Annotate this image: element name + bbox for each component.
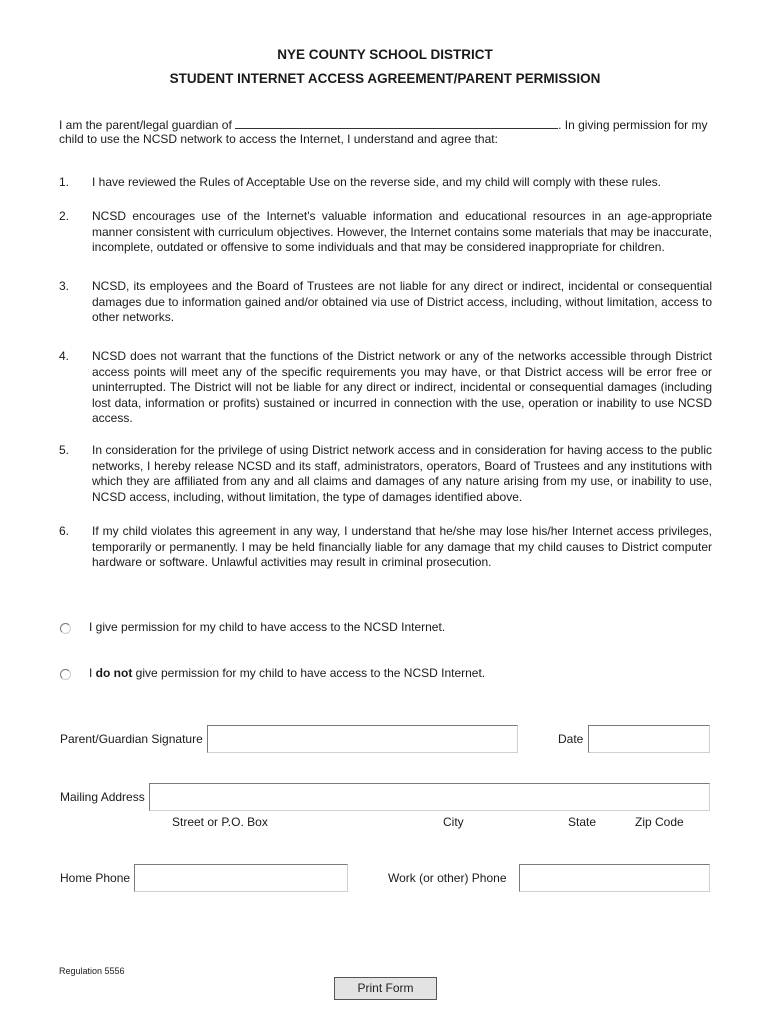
street-sublabel: Street or P.O. Box	[172, 815, 268, 829]
item-5-number: 5.	[59, 443, 70, 457]
item-4-number: 4.	[59, 349, 70, 363]
deny-permission-label	[89, 666, 485, 680]
intro-line-2: child to use the NCSD network to access the Internet, I understand and agree that:	[59, 132, 498, 146]
signature-field[interactable]	[207, 725, 518, 753]
city-sublabel: City	[443, 815, 464, 829]
guardian-blank-line	[235, 117, 558, 129]
item-1-number: 1.	[59, 175, 70, 189]
intro-start: I am the parent/legal guardian of	[59, 118, 236, 132]
zip-code-sublabel: Zip Code	[635, 815, 684, 829]
item-2-text: NCSD encourages use of the Internet's valuable information and educational resources in an age-appropriate manner consistent with curriculum objectives. However, the Internet contains some materials that may be inaccurate, incomplete, outdated or offensive to some individuals and that may be considered inappropriate for children.	[92, 209, 712, 254]
item-2-number: 2.	[59, 209, 70, 223]
form-title-district: NYE COUNTY SCHOOL DISTRICT	[277, 47, 493, 62]
work-phone-label: Work (or other) Phone	[388, 871, 507, 885]
deny-permission-radio[interactable]	[60, 669, 71, 680]
mailing-address-label: Mailing Address	[60, 790, 145, 804]
signature-label: Parent/Guardian Signature	[60, 732, 203, 746]
item-5-text: In consideration for the privilege of using District network access and in consideration for having access to the public networks, I hereby release NCSD and its staff, administrators, operators, Board of Trustees and any institutions with which they are affiliated from any and all claims and damages of any nature arising from my use, or inability to use, NCSD access, including, without limitation, the type of damages identified above.	[92, 443, 712, 504]
date-field[interactable]	[588, 725, 710, 753]
print-form-button[interactable]: Print Form	[334, 977, 437, 1000]
mailing-address-field[interactable]	[149, 783, 710, 811]
work-phone-field[interactable]	[519, 864, 710, 892]
home-phone-label: Home Phone	[60, 871, 131, 885]
item-4-text: NCSD does not warrant that the functions of the District network or any of the networks accessible through District access points will meet any of the specific requirements you may have, or that District access will be error free or uninterrupted. The District will not be liable for any direct or indirect, incidental or consequential damages (including lost data, information or profits) sustained or incurred in connection with the use, operation or inability to use NCSD access.	[92, 349, 712, 425]
deny-prefix: I	[89, 666, 96, 680]
item-3-number: 3.	[59, 279, 70, 293]
deny-bold: do not	[95, 666, 133, 680]
state-sublabel: State	[568, 815, 597, 829]
item-6-number: 6.	[59, 524, 70, 538]
regulation-number: Regulation 5556	[59, 966, 125, 976]
home-phone-field[interactable]	[134, 864, 348, 892]
give-permission-radio[interactable]	[60, 623, 71, 634]
intro-end: . In giving permission for my	[558, 118, 708, 132]
date-label: Date	[558, 732, 584, 746]
item-3-text: NCSD, its employees and the Board of Trustees are not liable for any direct or indirect, incidental or consequential damages due to information gained and/or obtained via use of District access, including, without limitation, access to other networks.	[92, 279, 712, 324]
deny-suffix: give permission for my child to have access to the NCSD Internet.	[132, 666, 486, 680]
give-permission-label: I give permission for my child to have access to the NCSD Internet.	[89, 620, 446, 634]
item-1-text: I have reviewed the Rules of Acceptable Use on the reverse side, and my child will comply with these rules.	[92, 175, 661, 189]
form-title-agreement: STUDENT INTERNET ACCESS AGREEMENT/PARENT PERMISSION	[169, 71, 601, 86]
item-6-text: If my child violates this agreement in any way, I understand that he/she may lose his/her Internet access privileges, temporarily or permanently. I may be held financially liable for any damage that my child causes to District computer hardware or software. Unlawful activities may result in criminal prosecution.	[92, 524, 712, 569]
